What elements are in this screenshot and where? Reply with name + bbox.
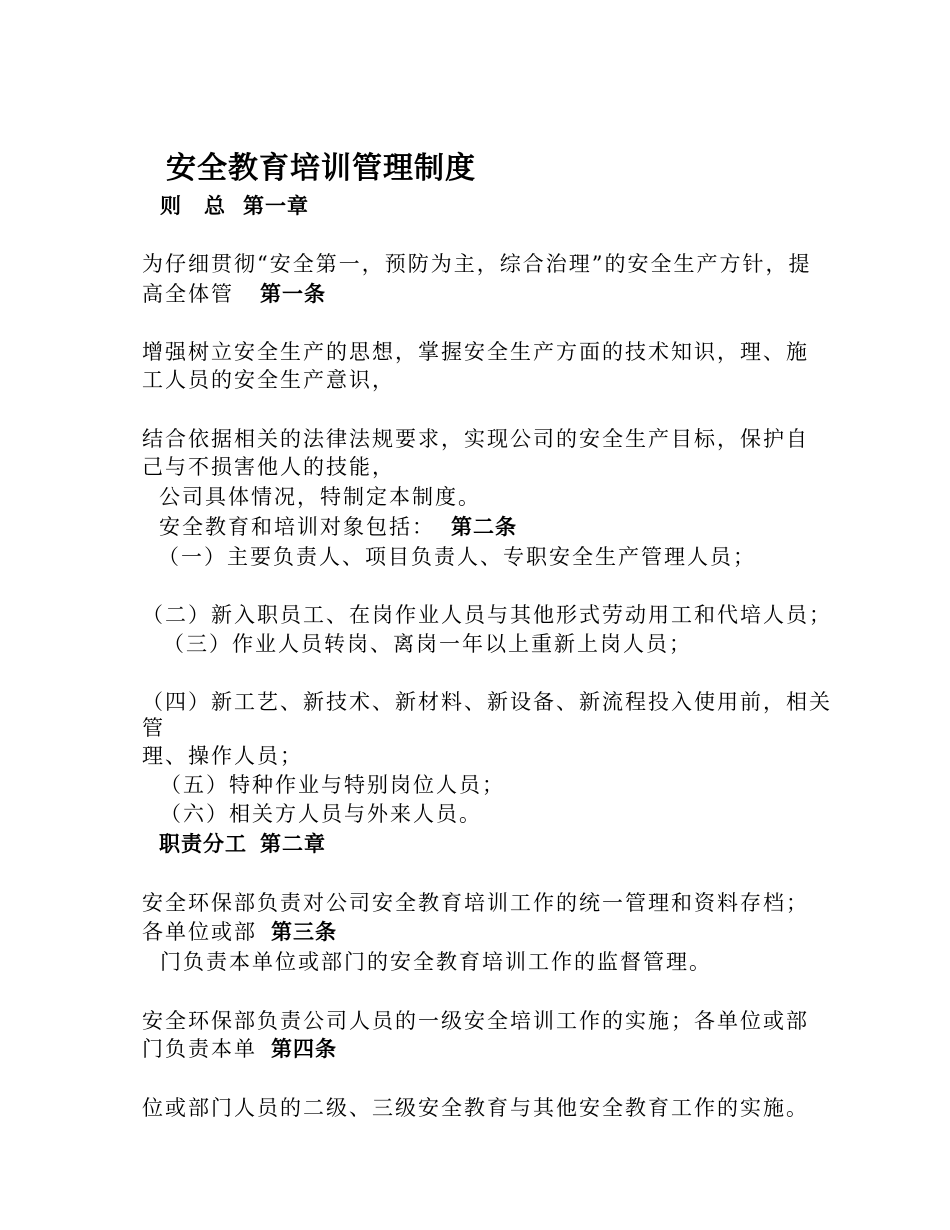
document-title: 安全教育培训管理制度 [166,151,476,186]
article-number: 第二条 [451,514,517,539]
list-item-continuation: 理、操作人员； [142,744,303,768]
chapter-number: 第二章 [260,831,326,856]
paragraph-line: 结合依据相关的法律法规要求，实现公司的安全生产目标，保护自 [142,427,809,451]
paragraph-line: 门负责本单 [142,1037,257,1061]
paragraph-line: 己与不损害他人的技能， [142,455,395,479]
paragraph-line: 工人员的安全生产意识， [142,368,395,392]
list-item: （二）新入职员工、在岗作业人员与其他形式劳动用工和代培人员； [142,603,832,627]
chapter-heading-label: 则 总 [160,193,226,218]
article-number: 第四条 [271,1036,337,1061]
list-item-continuation: 管 [142,716,165,740]
paragraph-line: 为仔细贯彻“安全第一，预防为主，综合治理”的安全生产方针，提 [142,252,812,276]
paragraph-line: 增强树立安全生产的思想，掌握安全生产方面的技术知识，理、施 [142,340,809,364]
paragraph-line: 高全体管 [142,282,234,306]
chapter-number: 第一章 [243,193,309,218]
paragraph-line: 门负责本单位或部门的安全教育培训工作的监督管理。 [160,950,712,974]
paragraph-line: 安全环保部负责对公司安全教育培训工作的统一管理和资料存档； [142,891,809,915]
chapter-heading-label: 职责分工 [159,831,247,856]
list-item: （一）主要负责人、项目负责人、专职安全生产管理人员； [158,545,756,569]
list-item: （六）相关方人员与外来人员。 [160,802,482,826]
paragraph-line: 安全教育和培训对象包括： [159,515,435,539]
paragraph-line: 位或部门人员的二级、三级安全教育与其他安全教育工作的实施。 [142,1096,809,1120]
list-item: （三）作业人员转岗、离岗一年以上重新上岗人员； [163,632,692,656]
paragraph-line: 公司具体情况，特制定本制度。 [159,485,481,509]
article-number: 第一条 [260,281,326,306]
paragraph-line: 安全环保部负责公司人员的一级安全培训工作的实施；各单位或部 [142,1009,809,1033]
list-item: （四）新工艺、新技术、新材料、新设备、新流程投入使用前，相关 [142,690,832,714]
article-number: 第三条 [271,919,337,944]
list-item: （五）特种作业与特别岗位人员； [160,773,505,797]
paragraph-line: 各单位或部 [142,920,257,944]
